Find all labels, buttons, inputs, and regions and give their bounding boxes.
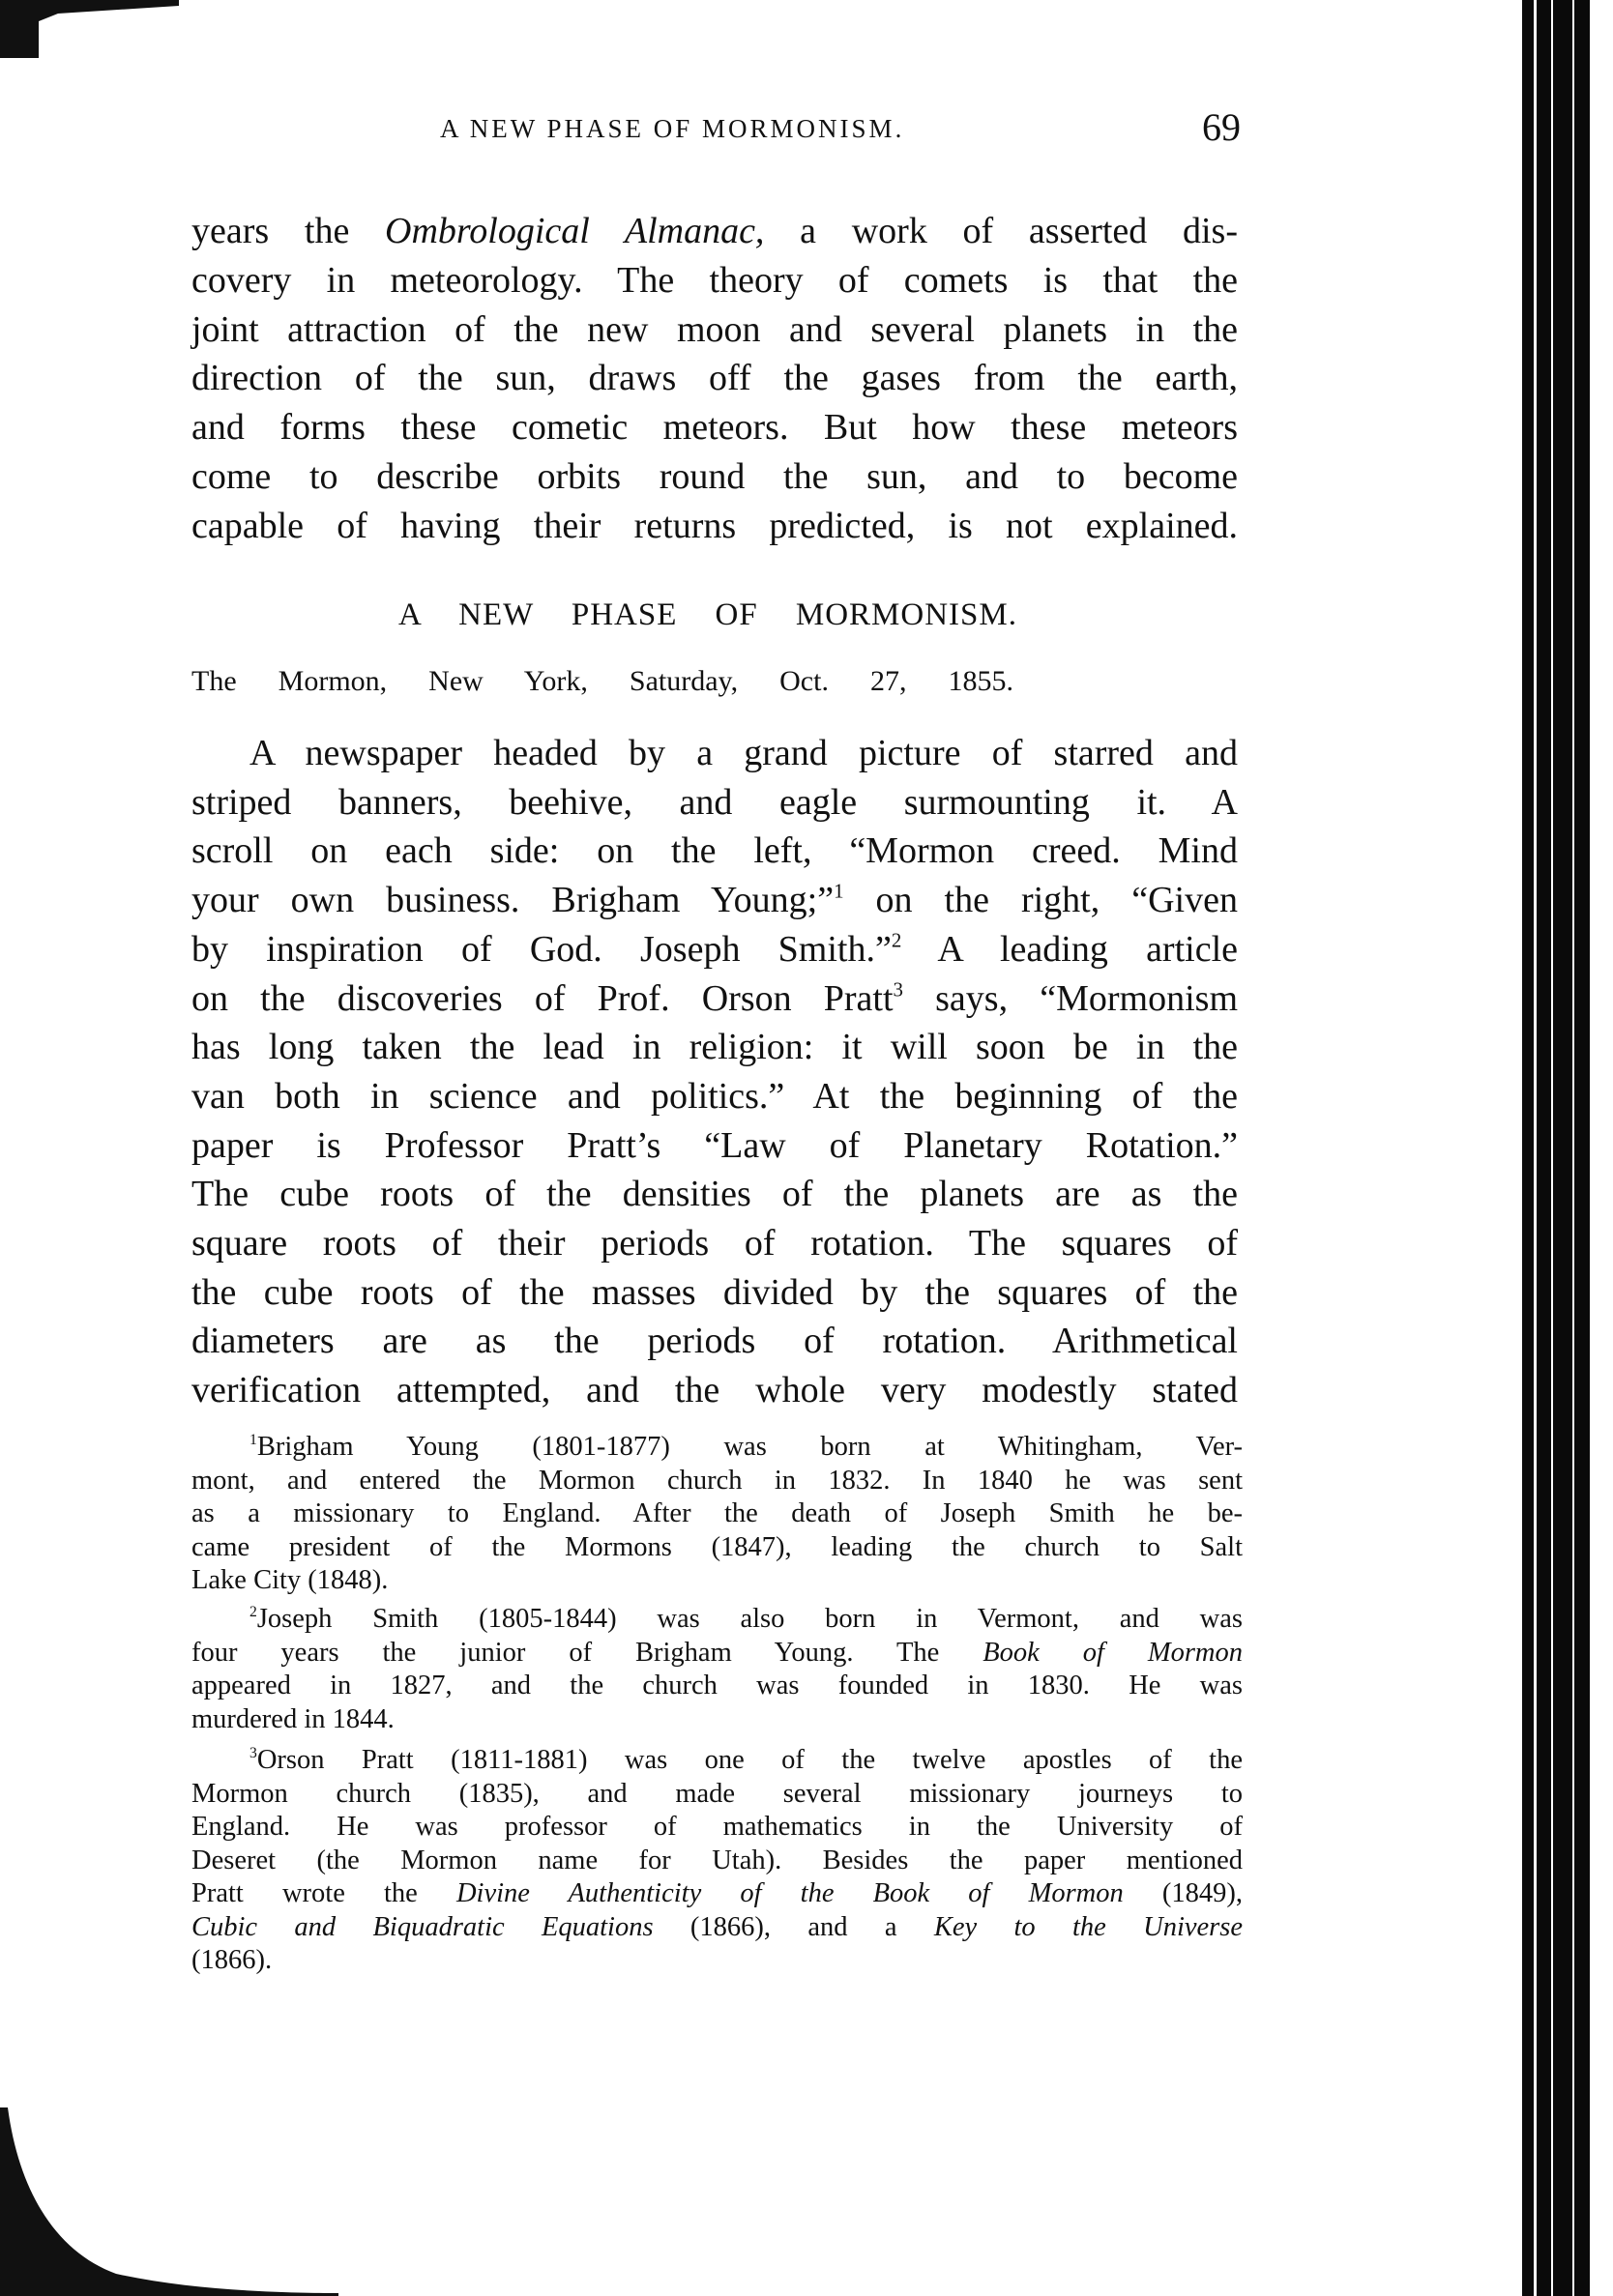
footnote-line [191,1637,1243,1670]
text-line: A newspaper headed by a grand picture of starred and [249,733,1238,773]
text-run: on the right, “Given [843,880,1238,921]
footnote-line: England. He was professor of mathematics in the University of [191,1812,1243,1842]
text-line: has long taken the lead in religion: it will soon be in the [191,1027,1238,1068]
text-run: says, “Mormonism [902,977,1238,1019]
footnote-line: Mormon church (1835), and made several missionary journeys to [191,1778,1243,1809]
footnote-marker: 3 [249,1745,257,1762]
text-line: verification attempted, and the whole very modestly stated [191,1370,1238,1411]
text-line: the cube roots of the masses divided by the squares of the [191,1271,1238,1313]
text-run: a work of asserted dis- [764,211,1238,251]
footnote-line: Deseret (the Mormon name for Utah). Besides the paper mentioned [191,1845,1243,1875]
footnote-line [249,1431,1243,1464]
text-line [191,207,1238,256]
text-line [191,876,1238,925]
text-run: four years the junior of Brigham Young. The [191,1637,983,1668]
text-line: and forms these cometic meteors. But how these meteors [191,407,1238,449]
footnote-line [249,1603,1243,1636]
footnote-line [191,1911,1243,1944]
text-line: The cube roots of the densities of the planets are as the [191,1174,1238,1215]
text-run: (1866), and a [653,1911,934,1942]
footnote-line: (1866). [191,1945,273,1975]
text-line: diameters are as the periods of rotation. Arithmetical [191,1321,1238,1362]
text-line: van both in science and politics.” At the beginning of the [191,1075,1238,1117]
text-line [191,925,1238,974]
footnote-marker: 2 [249,1604,257,1621]
footnote-line [191,1877,1243,1910]
italic-text: Book of Mormon [982,1637,1243,1668]
footnote-line: as a missionary to England. After the death of Joseph Smith he be- [191,1498,1243,1528]
scan-binding-edge [1522,0,1590,2296]
text-run: A leading article [901,928,1238,970]
text-line: come to describe orbits round the sun, and to become [191,456,1238,497]
text-run: by inspiration of God. Joseph Smith.” [191,928,892,970]
section-heading: A NEW PHASE OF MORMONISM. [398,597,1017,632]
text-line [191,974,1238,1024]
footnote-line [249,1744,1243,1777]
italic-text: Key to the Universe [933,1911,1244,1942]
footnote-marker: 1 [249,1432,257,1449]
footnote-marker: 1 [834,879,844,903]
text-run: Pratt wrote the [191,1878,456,1908]
text-line: direction of the sun, draws off the gases from the earth, [191,358,1238,399]
text-run: Brigham Young (1801-1877) was born at Whitingham, Ver- [256,1432,1243,1462]
page-number: 69 [1202,105,1241,149]
text-run: on the discoveries of Prof. Orson Pratt [191,977,894,1019]
text-line: covery in meteorology. The theory of comets is that the [191,259,1238,301]
text-run: Orson Pratt (1811-1881) was one of the twelve apostles of the [256,1745,1243,1775]
italic-text: Cubic and Biquadratic Equations [191,1911,654,1942]
footnote-line: Lake City (1848). [191,1565,389,1595]
footnote-line: murdered in 1844. [191,1703,395,1734]
text-run: (1849), [1123,1878,1244,1908]
footnote-line: came president of the Mormons (1847), leading the church to Salt [191,1531,1243,1562]
running-head: A NEW PHASE OF MORMONISM. [440,114,905,143]
footnote-line: mont, and entered the Mormon church in 1832. In 1840 he was sent [191,1465,1243,1496]
italic-text: Divine Authenticity of the Book of Mormon [455,1878,1124,1908]
footnote-marker: 2 [891,928,902,952]
footnote-marker: 3 [893,976,903,1001]
text-line: joint attraction of the new moon and several planets in the [191,308,1238,350]
scan-corner-bottom-left [0,2107,348,2296]
text-run: Joseph Smith (1805-1844) was also born in Vermont, and was [256,1604,1243,1634]
source-citation: The Mormon, New York, Saturday, Oct. 27, 1855. [191,665,1013,697]
text-line: capable of having their returns predicted, is not explained. [191,505,1238,546]
italic-text: Ombrological Almanac, [385,211,765,251]
text-line: square roots of their periods of rotation. The squares of [191,1223,1238,1264]
text-line: scroll on each side: on the left, “Mormon creed. Mind [191,830,1238,872]
text-line: striped banners, beehive, and eagle surmounting it. A [191,781,1238,823]
scan-corner-top-left [0,0,193,58]
text-run: your own business. Brigham Young;” [191,880,835,921]
footnote-line: appeared in 1827, and the church was founded in 1830. He was [191,1671,1243,1700]
text-run: years the [191,211,386,251]
text-line: paper is Professor Pratt’s “Law of Planetary Rotation.” [191,1124,1238,1166]
